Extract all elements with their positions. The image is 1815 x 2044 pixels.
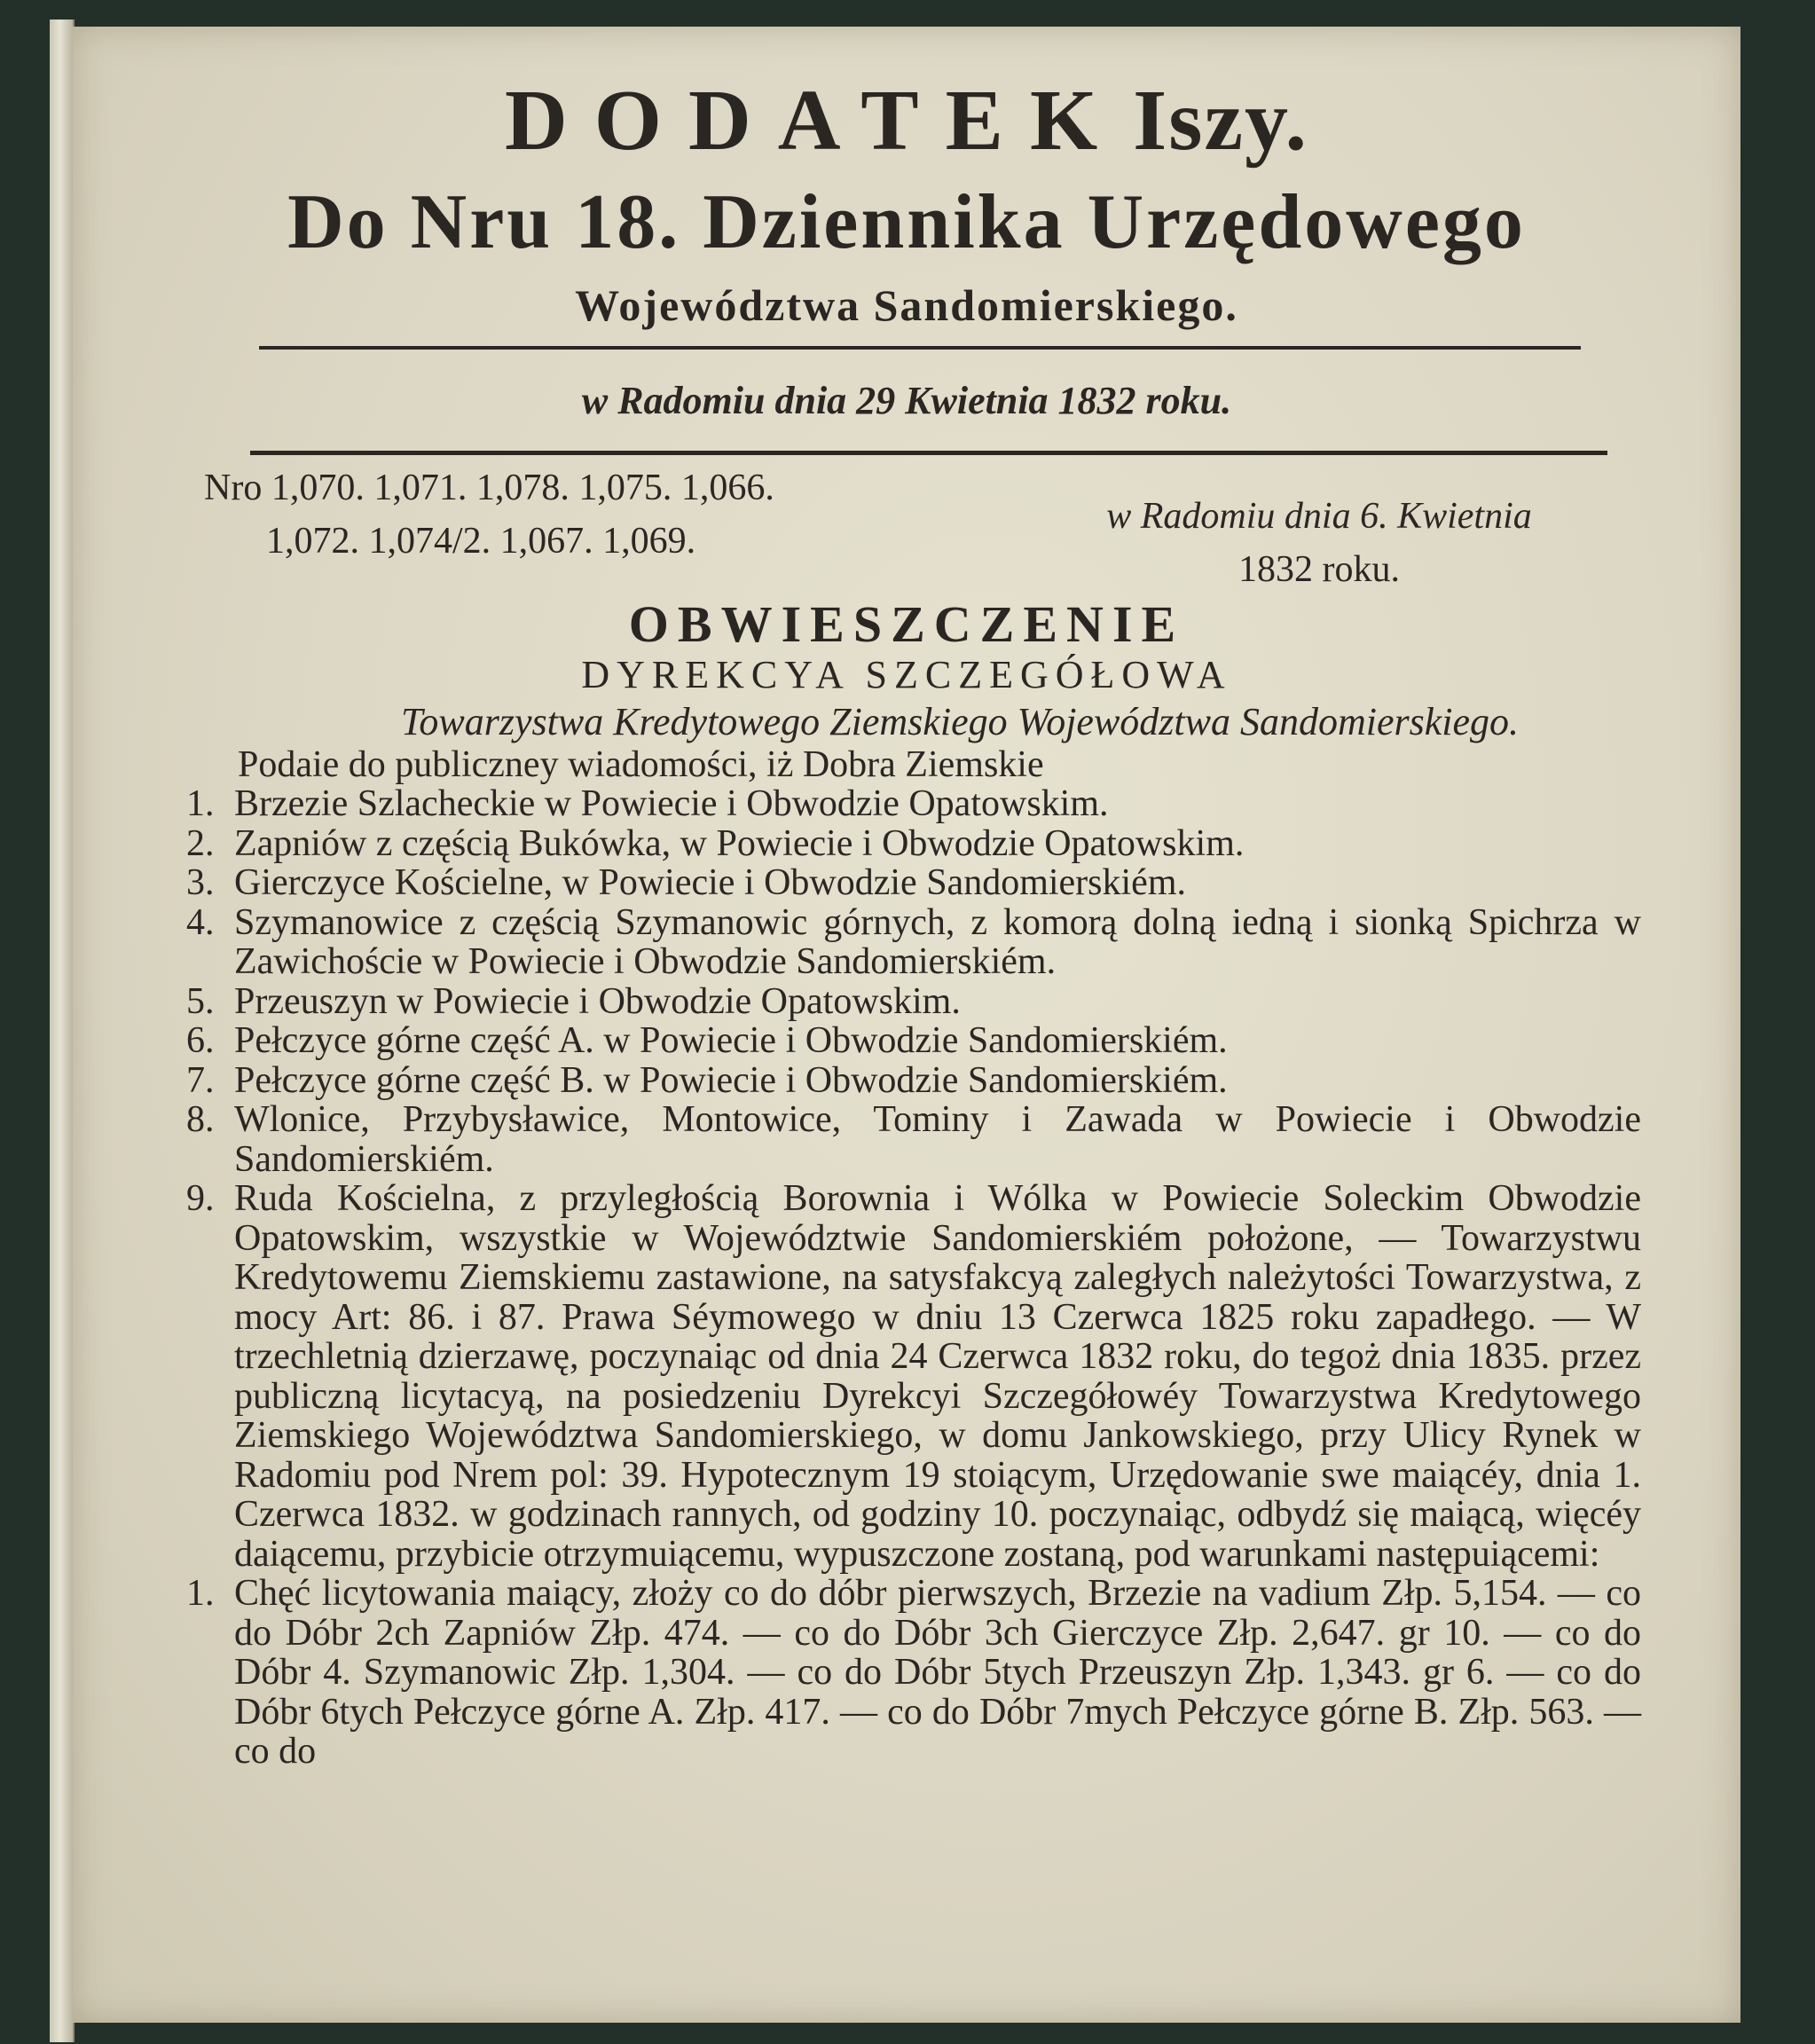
item-number: 7. <box>186 1059 215 1101</box>
issue-dateline: w Radomiu dnia 29 Kwietnia 1832 roku. <box>581 379 1232 422</box>
condition-text: Chęć licytowania maiący, złoży co do dóbr pierwszych, Brzezie na vadium Złp. 5,154. — co do Dóbr 2ch Zapniów Złp. 474. — co do Dóbr 3ch Gierczyce Złp. 2,647. gr 10. — co do Dóbr 4. Szymanowic Złp. 1,304. — co do Dóbr 5tych Przeuszyn Złp. 1,343. gr 6. — co do Dóbr 6tych Pełczyce górne A. Złp. 417. — co do Dóbr 7mych Pełczyce górne B. Złp. 563. — co do <box>234 1573 1641 1772</box>
supplement-title-text: DODATEK <box>504 73 1125 169</box>
list-item <box>186 1021 1641 1061</box>
item-text: Zapniów z częścią Bukówka, w Powiecie i Obwodzie Opatowskim. <box>234 822 1245 864</box>
item-text: Brzezie Szlacheckie w Powiecie i Obwodzie Opatowskim. <box>234 783 1109 824</box>
item-number: 4. <box>186 901 215 943</box>
item-number: 3. <box>186 862 215 903</box>
condition-number: 1. <box>186 1573 215 1614</box>
item-number: 8. <box>186 1099 215 1140</box>
notice-authority: DYREKCYA SZCZEGÓŁOWA <box>581 653 1232 696</box>
book-spine <box>50 20 75 2042</box>
place-date-line-2: 1832 roku. <box>1238 549 1400 590</box>
item-number: 5. <box>186 980 215 1022</box>
condition-item <box>186 1574 1641 1772</box>
item-text: Ruda Kościelna, z przyległością Borownia i Wólka w Powiecie Soleckim Obwodzie Opatowskim, wszystkie w Województwie Sandomierskiém położone, — Towarzystwu Kredytowemu Ziemskiemu zastawione, na satysfakcyą zaległych należytości Towarzystwa, z mocy Art: 86. i 87. Prawa Séymowego w dniu 13 Czerwca 1825 roku zapadłego. — W trzechletnią dzierzawę, poczynaiąc od dnia 24 Czerwca 1832 roku, do tegoż dnia 1835. przez publiczną licytacyą, na posiedzeniu Dyrekcyi Szczegółowéy Towarzystwa Kredytowego Ziemskiego Województwa Sandomierskiego, w domu Jankowskiego, przy Ulicy Rynek w Radomiu pod Nrem pol: 39. Hypotecznym 19 stoiącym, Urzędowanie swe maiącéy, dnia 1. Czerwca 1832. w godzinach rannych, od godziny 10. poczynaiąc, odbydź się maiącą, więcéy daiącemu, przybicie otrzymuiącemu, wypuszczone zostaną, pod warunkami następuiącemi: <box>234 1178 1641 1575</box>
list-item <box>186 1100 1641 1179</box>
notice-heading: OBWIESZCZENIE <box>628 595 1185 653</box>
reference-numbers <box>204 461 774 568</box>
item-text: Pełczyce górne część B. w Powiecie i Obwodzie Sandomierskiém. <box>234 1059 1228 1101</box>
list-item <box>186 903 1641 982</box>
supplement-title <box>73 71 1740 170</box>
notice-society: Towarzystwa Kredytowego Ziemskiego Województwa Sandomierskiego. <box>400 700 1520 743</box>
item-text: Pełczyce górne część A. w Powiecie i Obwodzie Sandomierskiém. <box>234 1020 1228 1061</box>
item-text: Wlonice, Przybysławice, Montowice, Tominy i Zawada w Powiecie i Obwodzie Sandomierskiém. <box>234 1099 1641 1180</box>
list-item <box>186 784 1641 824</box>
document-page <box>73 27 1740 2023</box>
item-text: Gierczyce Kościelne, w Powiecie i Obwodzie Sandomierskiém. <box>234 862 1186 903</box>
item-number: 9. <box>186 1178 215 1219</box>
header-rule-bottom <box>250 451 1607 455</box>
list-item <box>186 982 1641 1022</box>
voivodeship-title: Województwa Sandomierskiego. <box>575 280 1238 330</box>
reference-numbers-line-2: 1,072. 1,074/2. 1,067. 1,069. <box>266 521 696 562</box>
list-item <box>186 824 1641 864</box>
item-text: Przeuszyn w Powiecie i Obwodzie Opatowskim. <box>234 980 961 1022</box>
reference-numbers-line-1: Nro 1,070. 1,071. 1,078. 1,075. 1,066. <box>204 468 774 508</box>
item-number: 1. <box>186 783 215 824</box>
header-rule-top <box>259 346 1581 350</box>
list-item <box>186 1179 1641 1574</box>
journal-title: Do Nru 18. Dziennika Urzędowego <box>287 179 1526 265</box>
supplement-number: Iszy. <box>1133 73 1309 169</box>
list-item <box>186 863 1641 903</box>
item-number: 2. <box>186 822 215 864</box>
notice-intro: Podaie do publiczney wiadomości, iż Dobra Ziemskie <box>238 744 1044 785</box>
list-item <box>186 1061 1641 1101</box>
item-number: 6. <box>186 1020 215 1061</box>
place-date-line-1: w Radomiu dnia 6. Kwietnia <box>1106 496 1532 537</box>
item-text: Szymanowice z częścią Szymanowic górnych, z komorą dolną iedną i sionką Spichrza w Zawichoście w Powiecie i Obwodzie Sandomierskiém. <box>234 901 1641 982</box>
estates-list <box>186 784 1641 1772</box>
place-date <box>1013 490 1625 596</box>
